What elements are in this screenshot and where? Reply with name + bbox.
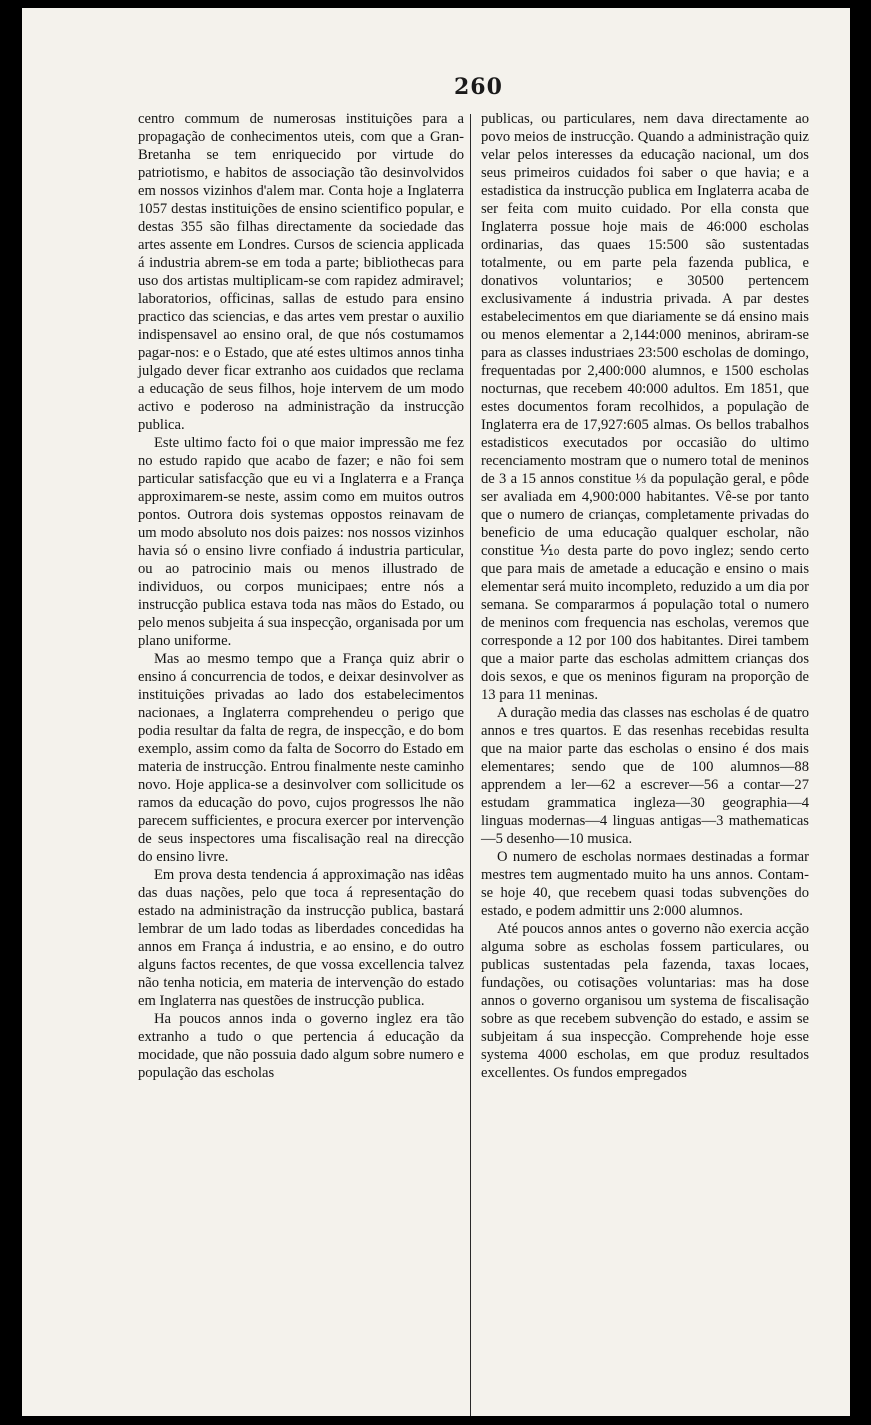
column-divider [470, 114, 471, 1416]
page-number: 260 [454, 74, 503, 100]
paragraph: centro commum de numerosas instituições para a propagação de conhecimentos uteis, com que a Gran-Bretanha se tem enriquecido por virtude do patriotismo, e habitos de associação tão desinvolvidos em nossos vizinhos d'alem mar. Conta hoje a Inglaterra 1057 destas instituições de ensino scientifico popular, e destas 355 são filhas directamente da sociedade das artes assente em Londres. Cursos de sciencia applicada á industria abrem-se em toda a parte; bibliothecas para uso dos artistas multiplicam-se com rapidez admiravel; laboratorios, officinas, sallas de estudo para ensino practico das sciencias, e das artes vem prestar o auxilio indispensavel ao ensino oral, de que nós costumamos pagar-nos: e o Estado, que até estes ultimos annos tinha julgado dever ficar extranho aos cuidados que reclama a educação de seus filhos, hoje intervem de um modo activo e poderoso na administração da instrucção publica. [138, 111, 464, 433]
paragraph: Ha poucos annos inda o governo inglez era tão extranho a tudo o que pertencia á educação da mocidade, que não possuia dado algum sobre numero e população das escholas [138, 1011, 464, 1081]
paragraph: publicas, ou particulares, nem dava directamente ao povo meios de instrucção. Quando a administração quiz velar pelos interesses da educação nacional, um dos seus primeiros cuidados foi saber o que havia; e a estadistica da instrucção publica em Inglaterra acaba de ser feita com muito cuidado. Por ella consta que Inglaterra possue hoje mais de 46:000 escholas ordinarias, das quaes 15:500 são sustentadas totalmente, ou em parte pela fazenda publica, e donativos voluntarios; e 30500 pertencem exclusivamente á industria privada. A par destes estabelecimentos em que diariamente se dá ensino mais ou menos elementar a 2,144:000 meninos, abriram-se para as classes industriaes 23:500 escholas de domingo, frequentadas por 2,400:000 alumnos, e 1500 escholas nocturnas, que recebem 40:000 adultos. Em 1851, que estes documentos foram recolhidos, a população de Inglaterra era de 17,927:605 almas. Os bellos trabalhos estadisticos executados por occasião do ultimo recenciamento mostram que o numero total de meninos de 3 a 15 annos constitue ⅓ da população geral, e pôde ser avaliada em 4,900:000 habitantes. Vê-se por tanto que o numero de crianças, completamente privadas do beneficio de uma educação qualquer escholar, não constitue ⅒ desta parte do povo inglez; sendo certo que para mais de ametade a educação e ensino o mais elementar será muito incompleto, reduzido a um dia por semana. Se compararmos á população total o numero de meninos com frequencia nas escholas, veremos que corresponde a 12 por 100 dos habitantes. Direi tambem que a maior parte das escholas admittem crianças dos dois sexos, e que os meninos figuram na proporção de 13 para 11 meninas. [481, 111, 809, 703]
document-page [22, 8, 850, 1416]
right-column [481, 110, 809, 1082]
paragraph: Até poucos annos antes o governo não exercia acção alguma sobre as escholas fossem particulares, ou publicas sustentadas pela fazenda, taxas locaes, fundações, ou cotisações voluntarias: mas ha dose annos o governo organisou um systema de fiscalisação sobre as que recebem subvenção do estado, e assim se subjeitam á sua inspecção. Comprehende hoje esse systema 4000 escholas, em que produz resultados excellentes. Os fundos empregados [481, 921, 809, 1081]
paragraph: O numero de escholas normaes destinadas a formar mestres tem augmentado muito ha uns annos. Contam-se hoje 40, que recebem quasi todas subvenções do estado, e podem admittir uns 2:000 alumnos. [481, 849, 809, 919]
paragraph: A duração media das classes nas escholas é de quatro annos e tres quartos. E das resenhas recebidas resulta que na maior parte das escholas o ensino é dos mais elementares; sendo que de 100 alumnos—88 apprendem a ler—62 a escrever—56 a contar—27 estudam grammatica ingleza—30 geographia—4 linguas modernas—4 linguas antigas—3 mathematicas—5 desenho—10 musica. [481, 705, 809, 847]
paragraph: Mas ao mesmo tempo que a França quiz abrir o ensino á concurrencia de todos, e deixar desinvolver as instituições privadas ao lado dos estabelecimentos nacionaes, a Inglaterra comprehendeu o perigo que podia resultar da falta de regra, de inspecção, e do bom exemplo, assim como da falta de Socorro do Estado em materia de instrucção. Entrou finalmente neste caminho novo. Hoje applica-se a desinvolver com sollicitude os ramos da educação do povo, cujos progressos lhe não parecem sufficientes, e procura exercer por intervenção de seus inspectores uma fiscalisação real na direcção do ensino livre. [138, 651, 464, 865]
left-column [138, 110, 464, 1082]
paragraph: Em prova desta tendencia á approximação nas idêas das duas nações, pelo que toca á representação do estado na administração da instrucção publica, bastará lembrar de um lado todas as liberdades concedidas ha annos em França á industria, e ao ensino, e do outro alguns factos recentes, de que vossa excellencia talvez não tenha noticia, em materia de intervenção do estado em Inglaterra nas questões de instrucção publica. [138, 867, 464, 1009]
paragraph: Este ultimo facto foi o que maior impressão me fez no estudo rapido que acabo de fazer; e não foi sem particular satisfacção que eu vi a Inglaterra e a França approximarem-se neste, assim como em muitos outros pontos. Outrora dois systemas oppostos reinavam de um modo absoluto nos dois paizes: nos nossos vizinhos havia só o ensino livre confiado á industria particular, ou ao patrocinio mais ou menos illustrado de individuos, ou corpos municipaes; entre nós a instrucção publica estava toda nas mãos do Estado, ou pelo menos subjeita á sua inspecção, organisada por um plano uniforme. [138, 435, 464, 649]
